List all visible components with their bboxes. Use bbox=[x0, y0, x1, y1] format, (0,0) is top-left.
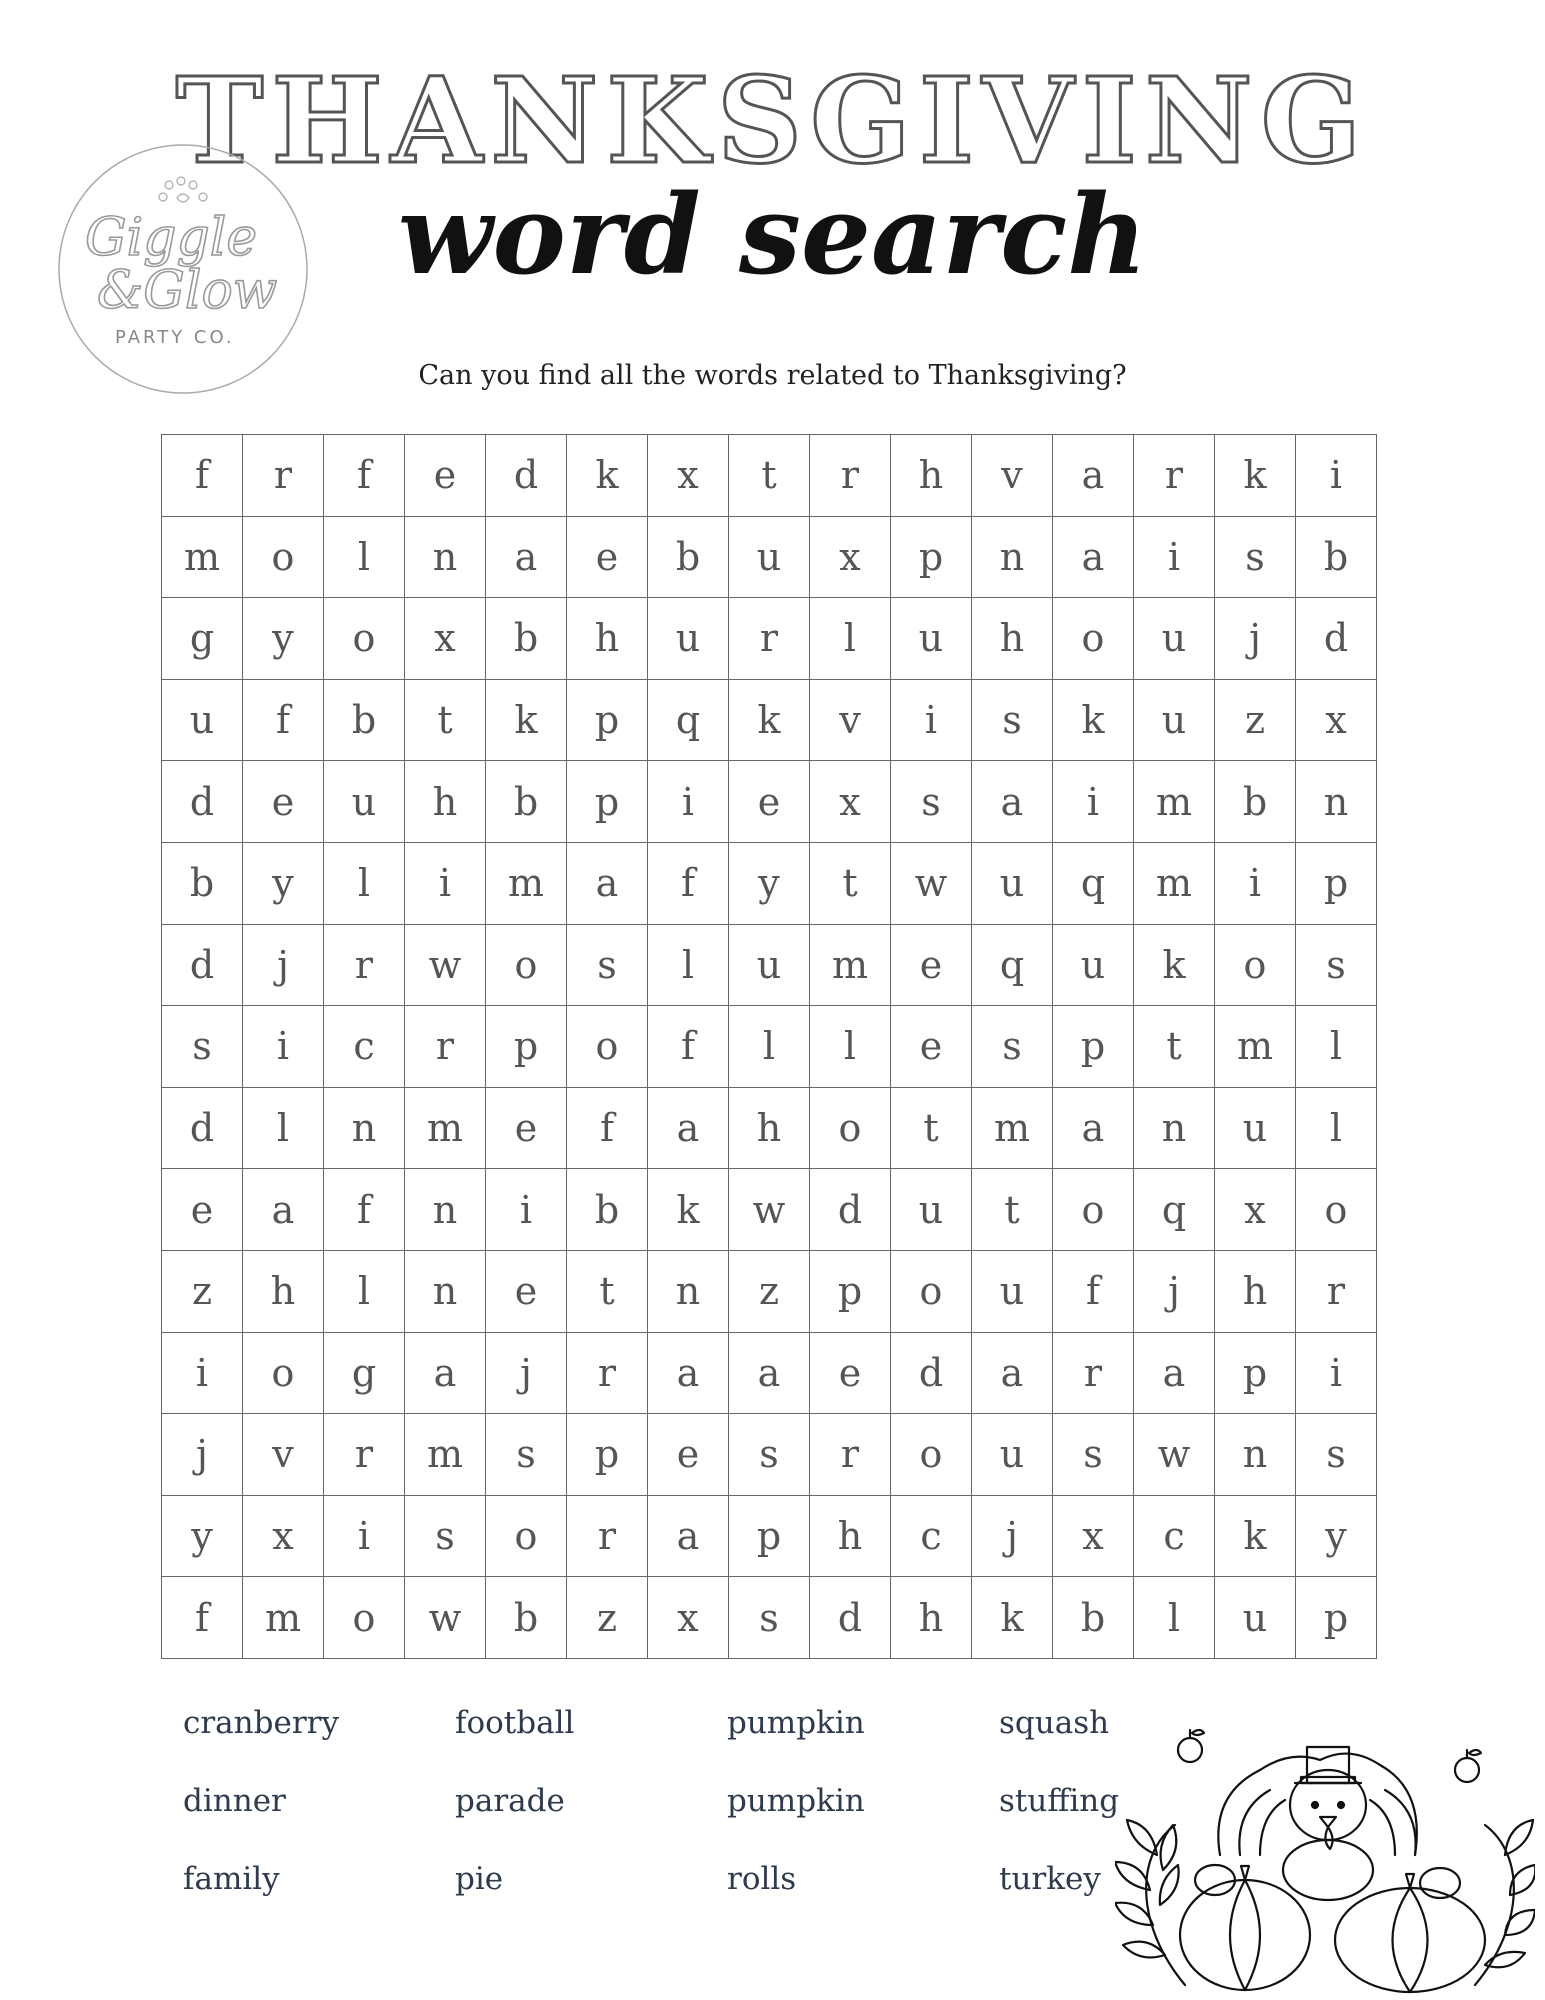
grid-cell: m bbox=[1134, 761, 1215, 843]
grid-cell: k bbox=[1053, 680, 1134, 762]
grid-cell: z bbox=[1215, 680, 1296, 762]
word-list-item: family bbox=[183, 1861, 280, 1897]
grid-cell: h bbox=[405, 761, 486, 843]
turkey-pumpkin-illustration bbox=[1115, 1705, 1535, 1995]
grid-cell: n bbox=[405, 1251, 486, 1333]
word-list-item: pie bbox=[455, 1861, 504, 1897]
grid-cell: g bbox=[324, 1333, 405, 1415]
grid-cell: x bbox=[648, 1577, 729, 1659]
svg-text:&Glow: &Glow bbox=[97, 261, 278, 321]
grid-cell: x bbox=[810, 517, 891, 599]
grid-cell: l bbox=[324, 1251, 405, 1333]
grid-cell: t bbox=[1134, 1006, 1215, 1088]
grid-cell: e bbox=[486, 1088, 567, 1170]
grid-cell: n bbox=[648, 1251, 729, 1333]
grid-cell: s bbox=[405, 1496, 486, 1578]
grid-cell: a bbox=[243, 1169, 324, 1251]
grid-cell: o bbox=[324, 598, 405, 680]
grid-cell: q bbox=[1053, 843, 1134, 925]
grid-cell: o bbox=[1053, 1169, 1134, 1251]
grid-cell: h bbox=[972, 598, 1053, 680]
grid-cell: i bbox=[1053, 761, 1134, 843]
grid-cell: p bbox=[1215, 1333, 1296, 1415]
grid-cell: k bbox=[567, 435, 648, 517]
grid-cell: i bbox=[1134, 517, 1215, 599]
grid-cell: o bbox=[1215, 925, 1296, 1007]
grid-cell: s bbox=[1296, 925, 1377, 1007]
grid-cell: u bbox=[648, 598, 729, 680]
grid-cell: k bbox=[1134, 925, 1215, 1007]
grid-cell: e bbox=[891, 1006, 972, 1088]
grid-cell: r bbox=[324, 925, 405, 1007]
grid-cell: t bbox=[972, 1169, 1053, 1251]
grid-cell: a bbox=[486, 517, 567, 599]
grid-cell: n bbox=[972, 517, 1053, 599]
grid-cell: e bbox=[567, 517, 648, 599]
grid-cell: e bbox=[243, 761, 324, 843]
grid-cell: w bbox=[1134, 1414, 1215, 1496]
grid-cell: a bbox=[972, 1333, 1053, 1415]
grid-cell: i bbox=[486, 1169, 567, 1251]
word-list-item: dinner bbox=[183, 1783, 286, 1819]
word-list-item: rolls bbox=[727, 1861, 797, 1897]
grid-cell: h bbox=[729, 1088, 810, 1170]
grid-cell: m bbox=[972, 1088, 1053, 1170]
grid-cell: n bbox=[324, 1088, 405, 1170]
grid-cell: d bbox=[162, 1088, 243, 1170]
grid-cell: d bbox=[810, 1577, 891, 1659]
grid-cell: o bbox=[243, 1333, 324, 1415]
word-list-item: cranberry bbox=[183, 1705, 339, 1741]
grid-cell: a bbox=[648, 1333, 729, 1415]
grid-cell: t bbox=[405, 680, 486, 762]
pumpkins-icon bbox=[1180, 1865, 1485, 1992]
grid-cell: o bbox=[1053, 598, 1134, 680]
grid-cell: d bbox=[162, 761, 243, 843]
grid-cell: k bbox=[1215, 1496, 1296, 1578]
page-title: THANKSGIVING bbox=[175, 51, 1370, 190]
grid-cell: c bbox=[324, 1006, 405, 1088]
grid-cell: e bbox=[810, 1333, 891, 1415]
grid-cell: m bbox=[405, 1088, 486, 1170]
grid-cell: s bbox=[729, 1577, 810, 1659]
grid-cell: o bbox=[486, 1496, 567, 1578]
grid-cell: a bbox=[1053, 517, 1134, 599]
grid-cell: p bbox=[1296, 1577, 1377, 1659]
grid-cell: r bbox=[810, 1414, 891, 1496]
word-list-item: squash bbox=[999, 1705, 1110, 1741]
grid-cell: l bbox=[1296, 1006, 1377, 1088]
grid-cell: o bbox=[567, 1006, 648, 1088]
grid-cell: x bbox=[1053, 1496, 1134, 1578]
grid-cell: u bbox=[891, 1169, 972, 1251]
grid-cell: b bbox=[1215, 761, 1296, 843]
grid-cell: s bbox=[1053, 1414, 1134, 1496]
grid-cell: c bbox=[891, 1496, 972, 1578]
word-list-item: pumpkin bbox=[727, 1783, 865, 1819]
grid-cell: i bbox=[162, 1333, 243, 1415]
grid-cell: a bbox=[405, 1333, 486, 1415]
grid-cell: l bbox=[729, 1006, 810, 1088]
svg-text:PARTY CO.: PARTY CO. bbox=[115, 327, 235, 348]
grid-cell: w bbox=[405, 925, 486, 1007]
grid-cell: p bbox=[567, 1414, 648, 1496]
grid-cell: y bbox=[243, 843, 324, 925]
grid-cell: y bbox=[729, 843, 810, 925]
grid-cell: r bbox=[1296, 1251, 1377, 1333]
grid-cell: v bbox=[810, 680, 891, 762]
grid-cell: x bbox=[1215, 1169, 1296, 1251]
grid-cell: n bbox=[1215, 1414, 1296, 1496]
grid-cell: h bbox=[891, 1577, 972, 1659]
grid-cell: a bbox=[1134, 1333, 1215, 1415]
grid-cell: l bbox=[810, 1006, 891, 1088]
grid-cell: b bbox=[486, 598, 567, 680]
grid-cell: s bbox=[972, 1006, 1053, 1088]
grid-cell: a bbox=[648, 1496, 729, 1578]
svg-text:Giggle: Giggle bbox=[85, 208, 258, 268]
grid-cell: l bbox=[324, 517, 405, 599]
grid-cell: x bbox=[243, 1496, 324, 1578]
grid-cell: n bbox=[1296, 761, 1377, 843]
grid-cell: a bbox=[1053, 435, 1134, 517]
grid-cell: y bbox=[1296, 1496, 1377, 1578]
grid-cell: k bbox=[972, 1577, 1053, 1659]
grid-cell: y bbox=[243, 598, 324, 680]
grid-cell: m bbox=[405, 1414, 486, 1496]
grid-cell: o bbox=[486, 925, 567, 1007]
grid-cell: u bbox=[1215, 1577, 1296, 1659]
grid-cell: m bbox=[1134, 843, 1215, 925]
grid-cell: a bbox=[729, 1333, 810, 1415]
grid-cell: f bbox=[162, 435, 243, 517]
grid-cell: i bbox=[405, 843, 486, 925]
grid-cell: r bbox=[243, 435, 324, 517]
grid-cell: e bbox=[405, 435, 486, 517]
grid-cell: h bbox=[567, 598, 648, 680]
grid-cell: d bbox=[1296, 598, 1377, 680]
grid-cell: a bbox=[648, 1088, 729, 1170]
grid-cell: j bbox=[972, 1496, 1053, 1578]
grid-cell: l bbox=[1296, 1088, 1377, 1170]
grid-cell: u bbox=[1053, 925, 1134, 1007]
grid-cell: q bbox=[972, 925, 1053, 1007]
grid-cell: b bbox=[162, 843, 243, 925]
grid-cell: p bbox=[1296, 843, 1377, 925]
grid-cell: r bbox=[810, 435, 891, 517]
grid-cell: m bbox=[1215, 1006, 1296, 1088]
grid-cell: d bbox=[486, 435, 567, 517]
grid-cell: s bbox=[891, 761, 972, 843]
grid-cell: m bbox=[162, 517, 243, 599]
grid-cell: l bbox=[648, 925, 729, 1007]
grid-cell: o bbox=[1296, 1169, 1377, 1251]
grid-cell: u bbox=[972, 1414, 1053, 1496]
word-search-grid bbox=[161, 434, 1377, 1659]
grid-cell: s bbox=[729, 1414, 810, 1496]
grid-cell: u bbox=[324, 761, 405, 843]
grid-cell: n bbox=[405, 1169, 486, 1251]
left-leaves-icon bbox=[1115, 1820, 1185, 1985]
grid-cell: e bbox=[162, 1169, 243, 1251]
word-list-item: turkey bbox=[999, 1861, 1101, 1897]
grid-cell: f bbox=[567, 1088, 648, 1170]
grid-cell: r bbox=[567, 1333, 648, 1415]
grid-cell: f bbox=[324, 435, 405, 517]
grid-cell: m bbox=[243, 1577, 324, 1659]
grid-cell: k bbox=[729, 680, 810, 762]
grid-cell: m bbox=[486, 843, 567, 925]
grid-cell: f bbox=[1053, 1251, 1134, 1333]
grid-cell: m bbox=[810, 925, 891, 1007]
grid-cell: e bbox=[729, 761, 810, 843]
grid-cell: h bbox=[1215, 1251, 1296, 1333]
grid-cell: t bbox=[567, 1251, 648, 1333]
grid-cell: f bbox=[162, 1577, 243, 1659]
grid-cell: j bbox=[1215, 598, 1296, 680]
grid-cell: u bbox=[162, 680, 243, 762]
grid-cell: r bbox=[729, 598, 810, 680]
grid-cell: d bbox=[810, 1169, 891, 1251]
word-list bbox=[183, 1705, 1271, 1939]
grid-cell: p bbox=[1053, 1006, 1134, 1088]
grid-cell: x bbox=[405, 598, 486, 680]
grid-cell: e bbox=[891, 925, 972, 1007]
grid-cell: x bbox=[648, 435, 729, 517]
grid-cell: t bbox=[810, 843, 891, 925]
grid-cell: b bbox=[324, 680, 405, 762]
grid-cell: a bbox=[972, 761, 1053, 843]
grid-cell: w bbox=[405, 1577, 486, 1659]
grid-cell: r bbox=[567, 1496, 648, 1578]
grid-cell: k bbox=[648, 1169, 729, 1251]
grid-cell: b bbox=[486, 1577, 567, 1659]
grid-cell: i bbox=[1215, 843, 1296, 925]
grid-cell: o bbox=[891, 1251, 972, 1333]
turkey-icon bbox=[1218, 1747, 1416, 1900]
grid-cell: p bbox=[567, 680, 648, 762]
grid-cell: b bbox=[486, 761, 567, 843]
word-list-item: stuffing bbox=[999, 1783, 1120, 1819]
grid-cell: r bbox=[324, 1414, 405, 1496]
grid-cell: u bbox=[729, 517, 810, 599]
grid-cell: q bbox=[1134, 1169, 1215, 1251]
grid-cell: k bbox=[486, 680, 567, 762]
grid-cell: v bbox=[243, 1414, 324, 1496]
word-list-item: football bbox=[455, 1705, 575, 1741]
grid-cell: p bbox=[810, 1251, 891, 1333]
grid-cell: d bbox=[891, 1333, 972, 1415]
grid-cell: s bbox=[1215, 517, 1296, 599]
grid-cell: b bbox=[648, 517, 729, 599]
grid-cell: b bbox=[1053, 1577, 1134, 1659]
word-list-item: parade bbox=[455, 1783, 565, 1819]
grid-cell: o bbox=[243, 517, 324, 599]
right-leaves-icon bbox=[1475, 1820, 1535, 1985]
grid-cell: t bbox=[891, 1088, 972, 1170]
grid-cell: n bbox=[405, 517, 486, 599]
grid-cell: w bbox=[729, 1169, 810, 1251]
grid-cell: i bbox=[324, 1496, 405, 1578]
grid-cell: p bbox=[486, 1006, 567, 1088]
grid-cell: s bbox=[162, 1006, 243, 1088]
apple-left-icon bbox=[1178, 1730, 1204, 1762]
grid-cell: a bbox=[567, 843, 648, 925]
brand-logo bbox=[57, 143, 309, 395]
grid-cell: p bbox=[729, 1496, 810, 1578]
grid-cell: f bbox=[648, 843, 729, 925]
grid-cell: b bbox=[567, 1169, 648, 1251]
grid-cell: s bbox=[972, 680, 1053, 762]
grid-cell: j bbox=[486, 1333, 567, 1415]
grid-cell: i bbox=[243, 1006, 324, 1088]
grid-cell: f bbox=[324, 1169, 405, 1251]
grid-cell: g bbox=[162, 598, 243, 680]
grid-cell: i bbox=[1296, 435, 1377, 517]
grid-cell: o bbox=[810, 1088, 891, 1170]
grid-cell: v bbox=[972, 435, 1053, 517]
grid-cell: k bbox=[1215, 435, 1296, 517]
grid-cell: i bbox=[648, 761, 729, 843]
grid-cell: w bbox=[891, 843, 972, 925]
grid-cell: s bbox=[567, 925, 648, 1007]
grid-cell: i bbox=[1296, 1333, 1377, 1415]
grid-cell: l bbox=[810, 598, 891, 680]
grid-cell: r bbox=[1134, 435, 1215, 517]
grid-cell: j bbox=[243, 925, 324, 1007]
grid-cell: p bbox=[567, 761, 648, 843]
grid-cell: z bbox=[162, 1251, 243, 1333]
grid-cell: h bbox=[810, 1496, 891, 1578]
grid-cell: l bbox=[243, 1088, 324, 1170]
grid-cell: j bbox=[162, 1414, 243, 1496]
grid-cell: r bbox=[1053, 1333, 1134, 1415]
grid-cell: r bbox=[405, 1006, 486, 1088]
grid-cell: h bbox=[891, 435, 972, 517]
grid-cell: y bbox=[162, 1496, 243, 1578]
grid-cell: u bbox=[891, 598, 972, 680]
grid-cell: x bbox=[1296, 680, 1377, 762]
grid-cell: q bbox=[648, 680, 729, 762]
grid-cell: c bbox=[1134, 1496, 1215, 1578]
grid-cell: x bbox=[810, 761, 891, 843]
grid-cell: l bbox=[324, 843, 405, 925]
grid-cell: j bbox=[1134, 1251, 1215, 1333]
grid-cell: l bbox=[1134, 1577, 1215, 1659]
grid-cell: e bbox=[486, 1251, 567, 1333]
grid-cell: e bbox=[648, 1414, 729, 1496]
grid-cell: z bbox=[729, 1251, 810, 1333]
grid-cell: u bbox=[1215, 1088, 1296, 1170]
apple-right-icon bbox=[1455, 1750, 1481, 1782]
grid-cell: u bbox=[729, 925, 810, 1007]
grid-cell: s bbox=[1296, 1414, 1377, 1496]
grid-cell: u bbox=[972, 1251, 1053, 1333]
grid-cell: f bbox=[243, 680, 324, 762]
grid-cell: s bbox=[486, 1414, 567, 1496]
grid-cell: i bbox=[891, 680, 972, 762]
instructions-text: Can you find all the words related to Thanksgiving? bbox=[418, 360, 1127, 391]
grid-cell: o bbox=[891, 1414, 972, 1496]
grid-cell: n bbox=[1134, 1088, 1215, 1170]
grid-cell: u bbox=[972, 843, 1053, 925]
page-subtitle: word search bbox=[397, 170, 1148, 299]
grid-cell: p bbox=[891, 517, 972, 599]
grid-cell: b bbox=[1296, 517, 1377, 599]
grid-cell: u bbox=[1134, 598, 1215, 680]
grid-cell: t bbox=[729, 435, 810, 517]
grid-cell: h bbox=[243, 1251, 324, 1333]
grid-cell: z bbox=[567, 1577, 648, 1659]
grid-cell: f bbox=[648, 1006, 729, 1088]
grid-cell: a bbox=[1053, 1088, 1134, 1170]
grid-cell: u bbox=[1134, 680, 1215, 762]
grid-cell: d bbox=[162, 925, 243, 1007]
dots-decoration-icon bbox=[159, 177, 207, 202]
word-list-item: pumpkin bbox=[727, 1705, 865, 1741]
grid-cell: o bbox=[324, 1577, 405, 1659]
